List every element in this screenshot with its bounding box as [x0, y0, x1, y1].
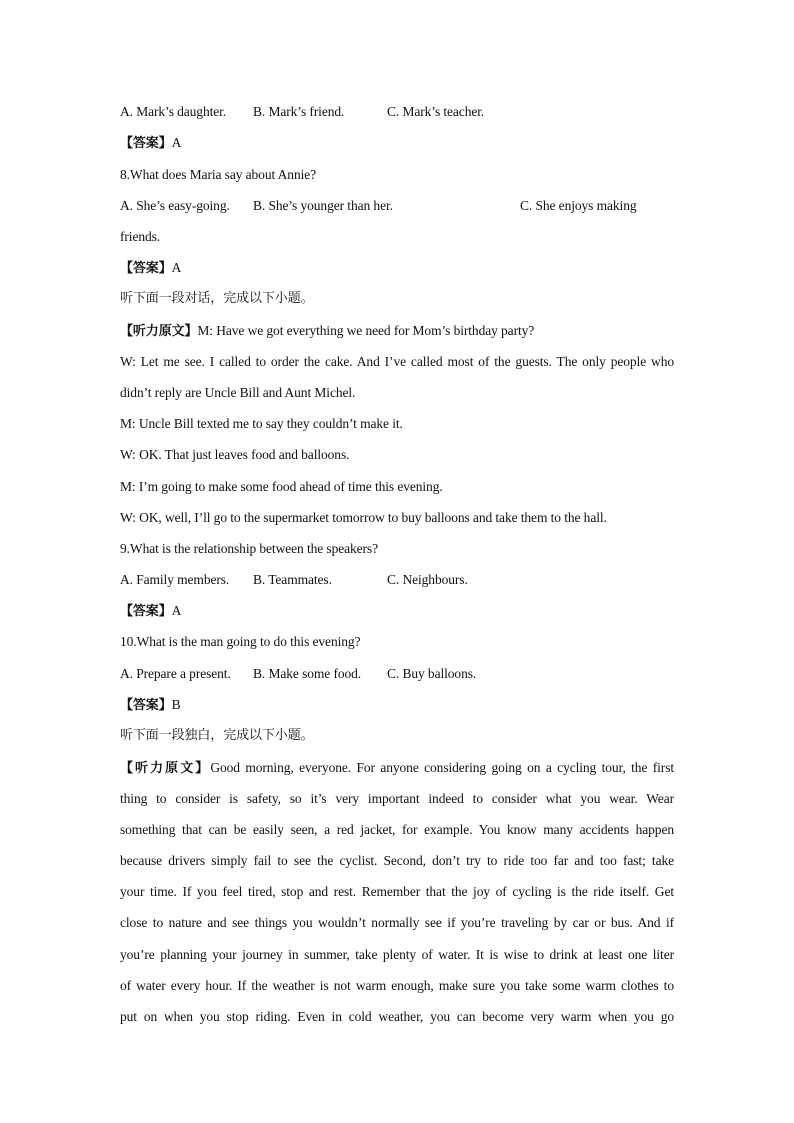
q7-option-b: B. Mark’s friend.	[253, 104, 345, 119]
transcript-tag: 【听力原文】	[120, 324, 198, 339]
q10-option-b: B. Make some food.	[253, 666, 362, 681]
monologue-line: you’re planning your journey in summer, take plenty of water. It is wise to drink at least one liter	[120, 947, 674, 962]
q10-answer	[120, 695, 181, 716]
q8-option-c-continued: friends.	[120, 229, 161, 244]
monologue-intro: 听下面一段独白，完成以下小题。	[120, 728, 314, 743]
q10-question: 10.What is the man going to do this evening?	[120, 634, 361, 649]
dialogue-line: 【听力原文】M: Have we got everything we need for Mom’s birthday party?	[120, 323, 535, 339]
monologue-line: of water every hour. If the weather is not warm enough, make sure you take some warm clothes to	[120, 978, 674, 993]
dialogue-line: didn’t reply are Uncle Bill and Aunt Michel.	[120, 385, 356, 400]
monologue-line: close to nature and see things you wouldn’t normally see if you’re traveling by car or bus. And if	[120, 915, 674, 930]
answer-value: A	[171, 135, 182, 150]
monologue-line: something that can be easily seen, a red jacket, for example. You know many accidents happen	[120, 822, 674, 837]
dialogue-intro: 听下面一段对话，完成以下小题。	[120, 291, 314, 306]
q9-option-a: A. Family members.	[120, 572, 230, 587]
dialogue-line: M: Uncle Bill texted me to say they couldn’t make it.	[120, 416, 403, 431]
monologue-line: your time. If you feel tired, stop and rest. Remember that the joy of cycling is the ride itself. Get	[120, 884, 674, 899]
dialogue-line: W: OK, well, I’ll go to the supermarket tomorrow to buy balloons and take them to the hall.	[120, 510, 607, 525]
monologue-line: because drivers simply fail to see the cyclist. Second, don’t try to ride too far and too fast; take	[120, 853, 674, 868]
q9-option-b: B. Teammates.	[253, 572, 332, 587]
q8-option-c: C. She enjoys making	[520, 198, 637, 213]
q7-answer	[120, 133, 181, 154]
q8-option-a: A. She’s easy-going.	[120, 198, 230, 213]
answer-value: A	[171, 260, 182, 275]
q8-option-b: B. She’s younger than her.	[253, 198, 393, 213]
monologue-line: 【听力原文】Good morning, everyone. For anyone considering going on a cycling tour, the first	[120, 760, 675, 776]
q10-option-c: C. Buy balloons.	[387, 666, 477, 681]
answer-value: A	[171, 603, 182, 618]
q9-option-c: C. Neighbours.	[387, 572, 468, 587]
q8-answer	[120, 258, 181, 279]
q10-option-a: A. Prepare a present.	[120, 666, 231, 681]
q9-answer	[120, 601, 181, 622]
answer-tag: 【答案】	[120, 698, 172, 713]
dialogue-line: M: I’m going to make some food ahead of time this evening.	[120, 479, 443, 494]
monologue-line: thing to consider is safety, so it’s very important indeed to consider what you wear. Wear	[120, 791, 674, 806]
answer-tag: 【答案】	[120, 136, 172, 151]
dialogue-line: W: OK. That just leaves food and balloons.	[120, 447, 350, 462]
q7-option-c: C. Mark’s teacher.	[387, 104, 485, 119]
q7-option-a: A. Mark’s daughter.	[120, 104, 227, 119]
monologue-line: put on when you stop riding. Even in cold weather, you can become very warm when you go	[120, 1009, 674, 1024]
dialogue-line: W: Let me see. I called to order the cake. And I’ve called most of the guests. The only people who	[120, 354, 674, 369]
transcript-tag: 【听力原文】	[120, 761, 211, 776]
q8-question: 8.What does Maria say about Annie?	[120, 167, 317, 182]
answer-tag: 【答案】	[120, 261, 172, 276]
answer-tag: 【答案】	[120, 604, 172, 619]
q9-question: 9.What is the relationship between the speakers?	[120, 541, 378, 556]
answer-value: B	[171, 697, 181, 712]
